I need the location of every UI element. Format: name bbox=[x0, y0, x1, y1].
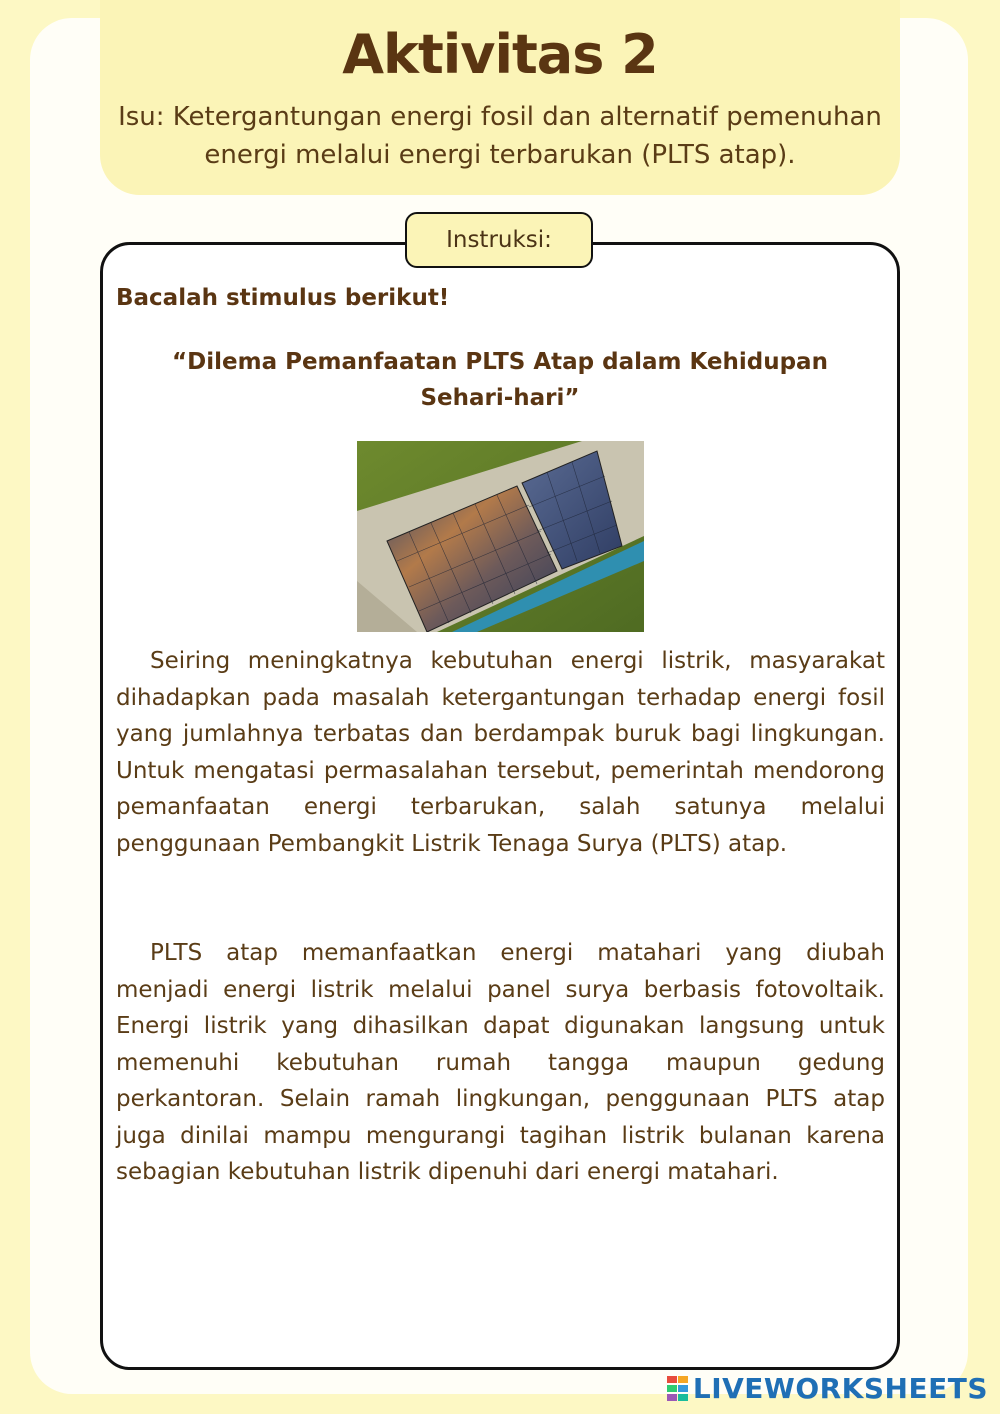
stimulus-heading: “Dilema Pemanfaatan PLTS Atap dalam Kehidupan Sehari-hari” bbox=[172, 349, 828, 411]
lead-instruction: Bacalah stimulus berikut! bbox=[116, 285, 450, 311]
page-title: Aktivitas 2 bbox=[342, 23, 658, 86]
stimulus-paragraph-1: Seiring meningkatnya kebutuhan energi listrik, masyarakat dihadapkan pada masalah ketergantungan terhadap energi fosil yang jumlahnya terbatas dan berdampak buruk bagi lingkungan. Untuk mengatasi permasalahan tersebut, pemerintah mendorong pemanfaatan energi terbarukan, salah satunya melalui penggunaan Pembangkit Listrik Tenaga Surya (PLTS) atap. bbox=[116, 648, 885, 857]
stimulus-paragraph-2: PLTS atap memanfaatkan energi matahari yang diubah menjadi energi listrik melalui panel surya berbasis fotovoltaik. Energi listrik yang dihasilkan dapat digunakan langsung untuk memenuhi kebutuhan rumah tangga maupun gedung perkantoran. Selain ramah lingkungan, penggunaan PLTS atap juga dinilai mampu mengurangi tagihan listrik bulanan karena sebagian kebutuhan listrik dipenuhi dari energi matahari. bbox=[116, 940, 885, 1185]
page-subtitle: Isu: Ketergantungan energi fosil dan alternatif pemenuhan energi melalui energi terbarukan (PLTS atap). bbox=[118, 102, 882, 170]
liveworksheets-logo bbox=[667, 1372, 988, 1405]
rooftop-solar-photo bbox=[357, 441, 644, 632]
brand-name: LIVEWORKSHEETS bbox=[692, 1372, 988, 1405]
liveworksheets-icon bbox=[667, 1376, 689, 1402]
header-banner bbox=[100, 0, 900, 195]
instructions-label: Instruksi: bbox=[405, 212, 593, 268]
